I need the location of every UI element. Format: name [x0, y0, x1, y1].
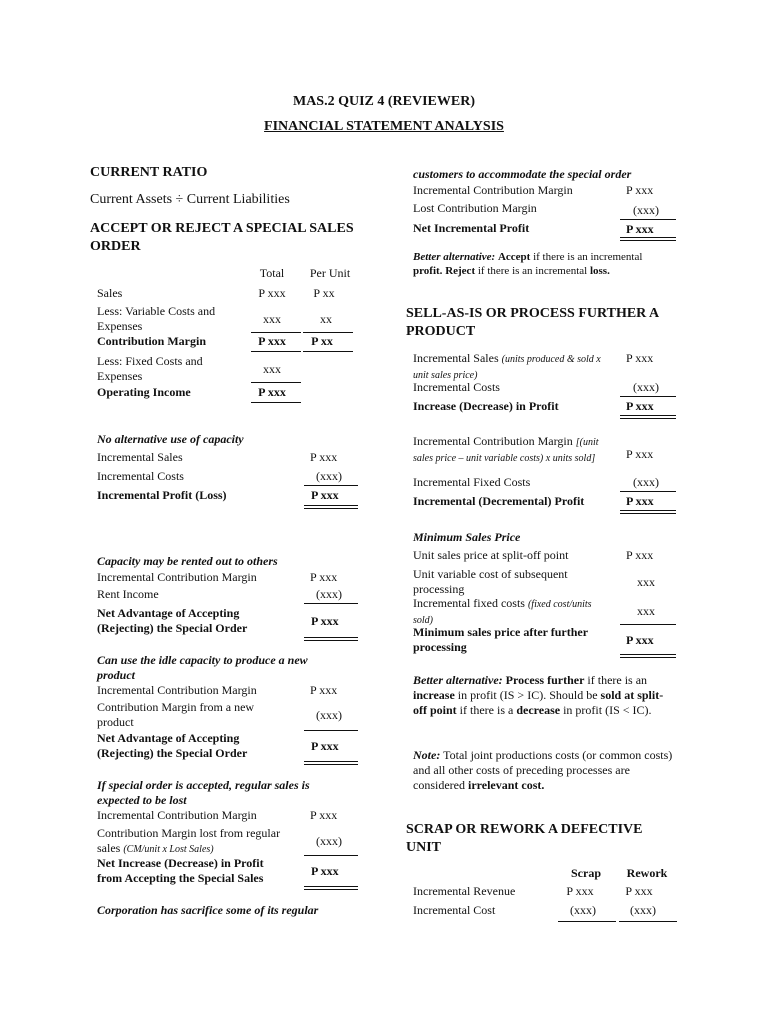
list-value: (xxx) [633, 380, 659, 394]
list-value: (xxx) [633, 203, 659, 217]
list-value: P xxx [311, 614, 339, 628]
list-value: (xxx) [633, 475, 659, 489]
col-per-unit: Per Unit [309, 266, 351, 280]
table-row-label: Incremental Revenue [413, 884, 516, 898]
table-cell: P xxx [258, 385, 286, 399]
no-alt-heading: No alternative use of capacity [97, 432, 244, 446]
list-item: Incremental Contribution Margin [97, 570, 257, 584]
list-item: Incremental Contribution Margin [97, 808, 257, 822]
list-value: (xxx) [316, 469, 342, 483]
list-item: Minimum sales price after further processing [413, 625, 588, 654]
list-value: P xxx [310, 450, 338, 464]
sell-as-is-heading: SELL-AS-IS OR PROCESS FURTHER A PRODUCT [406, 306, 660, 339]
list-value: P xxx [626, 447, 654, 461]
table-cell: P xxx [625, 884, 653, 898]
list-item: Incremental Profit (Loss) [97, 488, 227, 502]
note-text: Note: Total joint productions costs (or common costs) and all other costs of preceding processes are considered irrelevant cost. [413, 748, 673, 792]
table-row-label: Sales [97, 286, 123, 300]
list-value: P xxx [626, 183, 654, 197]
scrap-heading: SCRAP OR REWORK A DEFECTIVE UNIT [406, 822, 643, 855]
rented-heading: Capacity may be rented out to others [97, 554, 278, 568]
list-value: xxx [637, 575, 655, 589]
special-order-heading: ACCEPT OR REJECT A SPECIAL SALES ORDER [90, 221, 354, 254]
idle-heading: Can use the idle capacity to produce a new product [97, 653, 308, 682]
list-item: Contribution Margin from a new product [97, 700, 255, 729]
list-item: Incremental Contribution Margin [97, 683, 257, 697]
table-cell: P xx [313, 286, 335, 300]
list-value: (xxx) [316, 708, 342, 722]
list-item: Incremental Contribution Margin [413, 183, 573, 197]
list-item: Net Incremental Profit [413, 221, 530, 235]
list-item: Net Increase (Decrease) in Profit from Accepting the Special Sales [97, 856, 264, 885]
better-alternative-process: Better alternative: Process further if there is an increase in profit (IS > IC). Should be sold at split-off point if there is a decrease in profit (IS < IC). [413, 673, 664, 717]
list-item: Net Advantage of Accepting (Rejecting) the Special Order [97, 731, 248, 760]
list-value: P xxx [310, 808, 338, 822]
list-value: P xxx [626, 222, 654, 236]
table-row-label: Operating Income [97, 385, 191, 399]
list-item: Incremental Contribution Margin [(unit sales price – unit variable costs) x units sold] [413, 434, 599, 464]
list-value: P xxx [626, 351, 654, 365]
list-item: Lost Contribution Margin [413, 201, 537, 215]
list-value: P xxx [311, 488, 339, 502]
lost-sales-heading: If special order is accepted, regular sales is expected to be lost [97, 778, 310, 807]
table-cell: xxx [263, 362, 281, 376]
list-item: Incremental fixed costs (fixed cost/units sold) [413, 596, 592, 626]
list-item: Unit variable cost of subsequent processing [413, 567, 568, 596]
better-alternative-note: Better alternative: Accept if there is an incremental profit. Reject if there is an incremental loss. [413, 251, 643, 277]
list-item: Unit sales price at split-off point [413, 548, 569, 562]
table-cell: P xx [311, 334, 333, 348]
list-value: P xxx [310, 570, 338, 584]
list-item: Rent Income [97, 587, 159, 601]
table-row-label: Less: Variable Costs and Expenses [97, 304, 216, 333]
list-item: Increase (Decrease) in Profit [413, 399, 559, 413]
table-row-label: Incremental Cost [413, 903, 496, 917]
list-item: Incremental Fixed Costs [413, 475, 531, 489]
list-value: P xxx [626, 399, 654, 413]
list-item: Net Advantage of Accepting (Rejecting) the Special Order [97, 606, 248, 635]
table-cell: P xxx [566, 884, 594, 898]
col-total: Total [259, 266, 285, 280]
list-item: Incremental Costs [97, 469, 184, 483]
list-item: Incremental Sales (units produced & sold x unit sales price) [413, 351, 601, 381]
list-value: P xxx [311, 739, 339, 753]
table-row-label: Less: Fixed Costs and Expenses [97, 354, 203, 383]
sacrifice-heading: Corporation has sacrifice some of its regular [97, 903, 319, 917]
list-item: Incremental Costs [413, 380, 500, 394]
list-value: (xxx) [316, 587, 342, 601]
list-item: Contribution Margin lost from regular sales (CM/unit x Lost Sales) [97, 826, 281, 855]
sacrifice-heading-cont: customers to accommodate the special order [413, 167, 632, 181]
list-value: P xxx [310, 683, 338, 697]
current-ratio-heading: CURRENT RATIO [90, 165, 208, 180]
min-price-heading: Minimum Sales Price [413, 530, 521, 544]
current-ratio-formula: Current Assets ÷ Current Liabilities [90, 192, 290, 207]
col-rework: Rework [626, 866, 668, 880]
list-value: P xxx [626, 548, 654, 562]
list-value: P xxx [311, 864, 339, 878]
table-cell: P xxx [258, 334, 286, 348]
page-subtitle: FINANCIAL STATEMENT ANALYSIS [264, 119, 504, 134]
list-value: P xxx [626, 494, 654, 508]
table-row-label: Contribution Margin [97, 334, 207, 348]
table-cell: xxx [263, 312, 281, 326]
page-title: MAS.2 QUIZ 4 (REVIEWER) [292, 94, 475, 109]
list-item: Incremental (Decremental) Profit [413, 494, 585, 508]
list-value: (xxx) [316, 834, 342, 848]
list-value: P xxx [626, 633, 654, 647]
list-item: Incremental Sales [97, 450, 183, 464]
col-scrap: Scrap [571, 866, 601, 880]
table-cell: (xxx) [630, 903, 656, 917]
table-cell: (xxx) [570, 903, 596, 917]
table-cell: P xxx [258, 286, 286, 300]
list-value: xxx [637, 604, 655, 618]
table-cell: xx [320, 312, 332, 326]
